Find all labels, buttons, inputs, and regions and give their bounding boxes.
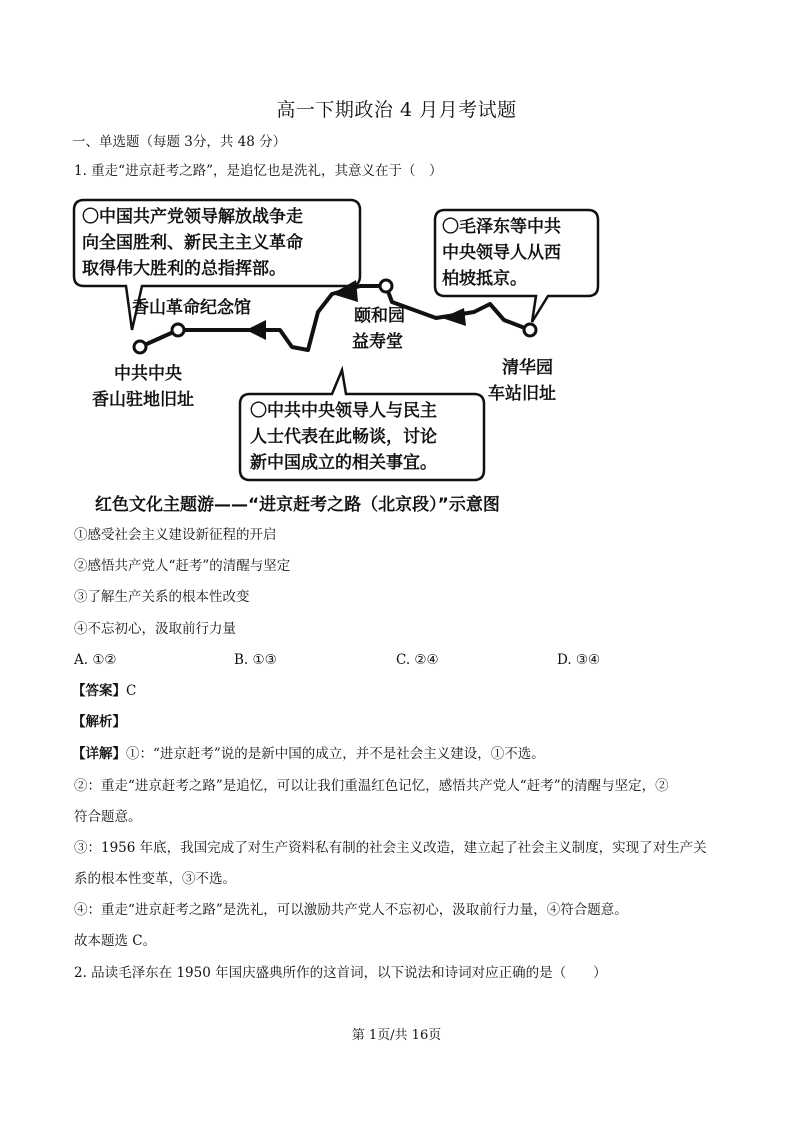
bubble-3-line-2: 人士代表在此畅谈，讨论 [250,427,437,447]
explain-line-4: ③：1956 年底，我国完成了对生产资料私有制的社会主义改造，建立起了社会主义制度，实现了对生产关 [74,840,707,856]
place-zhonggong-line-2: 香山驻地旧址 [92,390,194,410]
place-yiheyuan-line-2: 益寿堂 [352,332,403,352]
bubble-3-line-1: 〇中共中央领导人与民主 [250,401,437,421]
question-1-stem: 1. 重走“进京赶考之路”，是追忆也是洗礼，其意义在于（ ） [74,163,443,179]
explain-line-1 [72,745,545,763]
explain-line-2: ②：重走“进京赶考之路”是追忆，可以让我们重温红色记忆，感悟共产党人“赶考”的清醒与坚定，② [74,778,669,794]
place-qinghua-line-2: 车站旧址 [488,384,556,404]
place-yiheyuan-line-1: 颐和园 [354,306,405,326]
station-xiangshan [172,324,184,336]
place-xiangshan-memorial: 香山革命纪念馆 [132,298,251,318]
q1-item-2: ②感悟共产党人“赶考”的清醒与坚定 [74,558,291,574]
explain-line-7: 故本题选 C。 [74,933,157,949]
bubble-2-line-2: 中央领导人从西 [442,243,561,263]
explain-line-6: ④：重走“进京赶考之路”是洗礼，可以激励共产党人不忘初心，汲取前行力量，④符合题意。 [74,902,628,918]
place-zhonggong-line-1: 中共中央 [114,364,182,384]
station-yiheyuan [380,280,392,292]
section-heading: 一、单选题（每题 3分，共 48 分） [72,134,287,150]
bubble-1-line-1: 〇中国共产党领导解放战争走 [82,207,303,227]
answer-tag: 【答案】 [72,683,126,699]
explain-line-5: 系的根本性变革，③不选。 [74,871,236,887]
place-qinghua-line-1: 清华园 [502,358,553,378]
station-zhonggong [134,341,146,353]
q1-item-1: ①感受社会主义建设新征程的开启 [74,527,277,543]
bubble-2-line-1: 〇毛泽东等中共 [442,217,561,237]
route-arrow-3 [442,308,466,326]
question-2-stem: 2. 品读毛泽东在 1950 年国庆盛典所作的这首词，以下说法和诗词对应正确的是（ ） [74,965,607,981]
page-title: 高一下期政治 4 月月考试题 [276,99,517,121]
q1-option-a: A. ①② [74,652,117,668]
bubble-2-line-3: 柏坡抵京。 [442,269,527,289]
explain-line-3: 符合题意。 [74,809,142,825]
analysis-label: 【解析】 [72,714,126,730]
q1-option-b: B. ①③ [234,652,277,668]
bubble-1-line-2: 向全国胜利、新民主主义革命 [82,233,303,253]
route-diagram [70,190,630,520]
route-arrow-1 [246,320,266,340]
q1-option-d: D. ③④ [557,652,601,668]
answer-value: C [126,683,137,699]
answer-line [72,682,136,700]
explain-text-1: ①：“进京赶考”说的是新中国的成立，并不是社会主义建设，①不选。 [126,746,545,762]
page-footer: 第 1页/共 16页 [351,1028,442,1043]
bubble-1-line-3: 取得伟大胜利的总指挥部。 [82,259,286,279]
detail-tag: 【详解】 [72,746,126,762]
station-qinghua [524,324,536,336]
q1-option-c: C. ②④ [396,652,439,668]
q1-item-3: ③了解生产关系的根本性改变 [74,589,250,605]
analysis-tag [72,713,126,731]
q1-item-4: ④不忘初心，汲取前行力量 [74,621,236,637]
bubble-3-line-3: 新中国成立的相关事宜。 [250,453,437,473]
diagram-caption: 红色文化主题游——“进京赶考之路（北京段）”示意图 [95,495,500,515]
